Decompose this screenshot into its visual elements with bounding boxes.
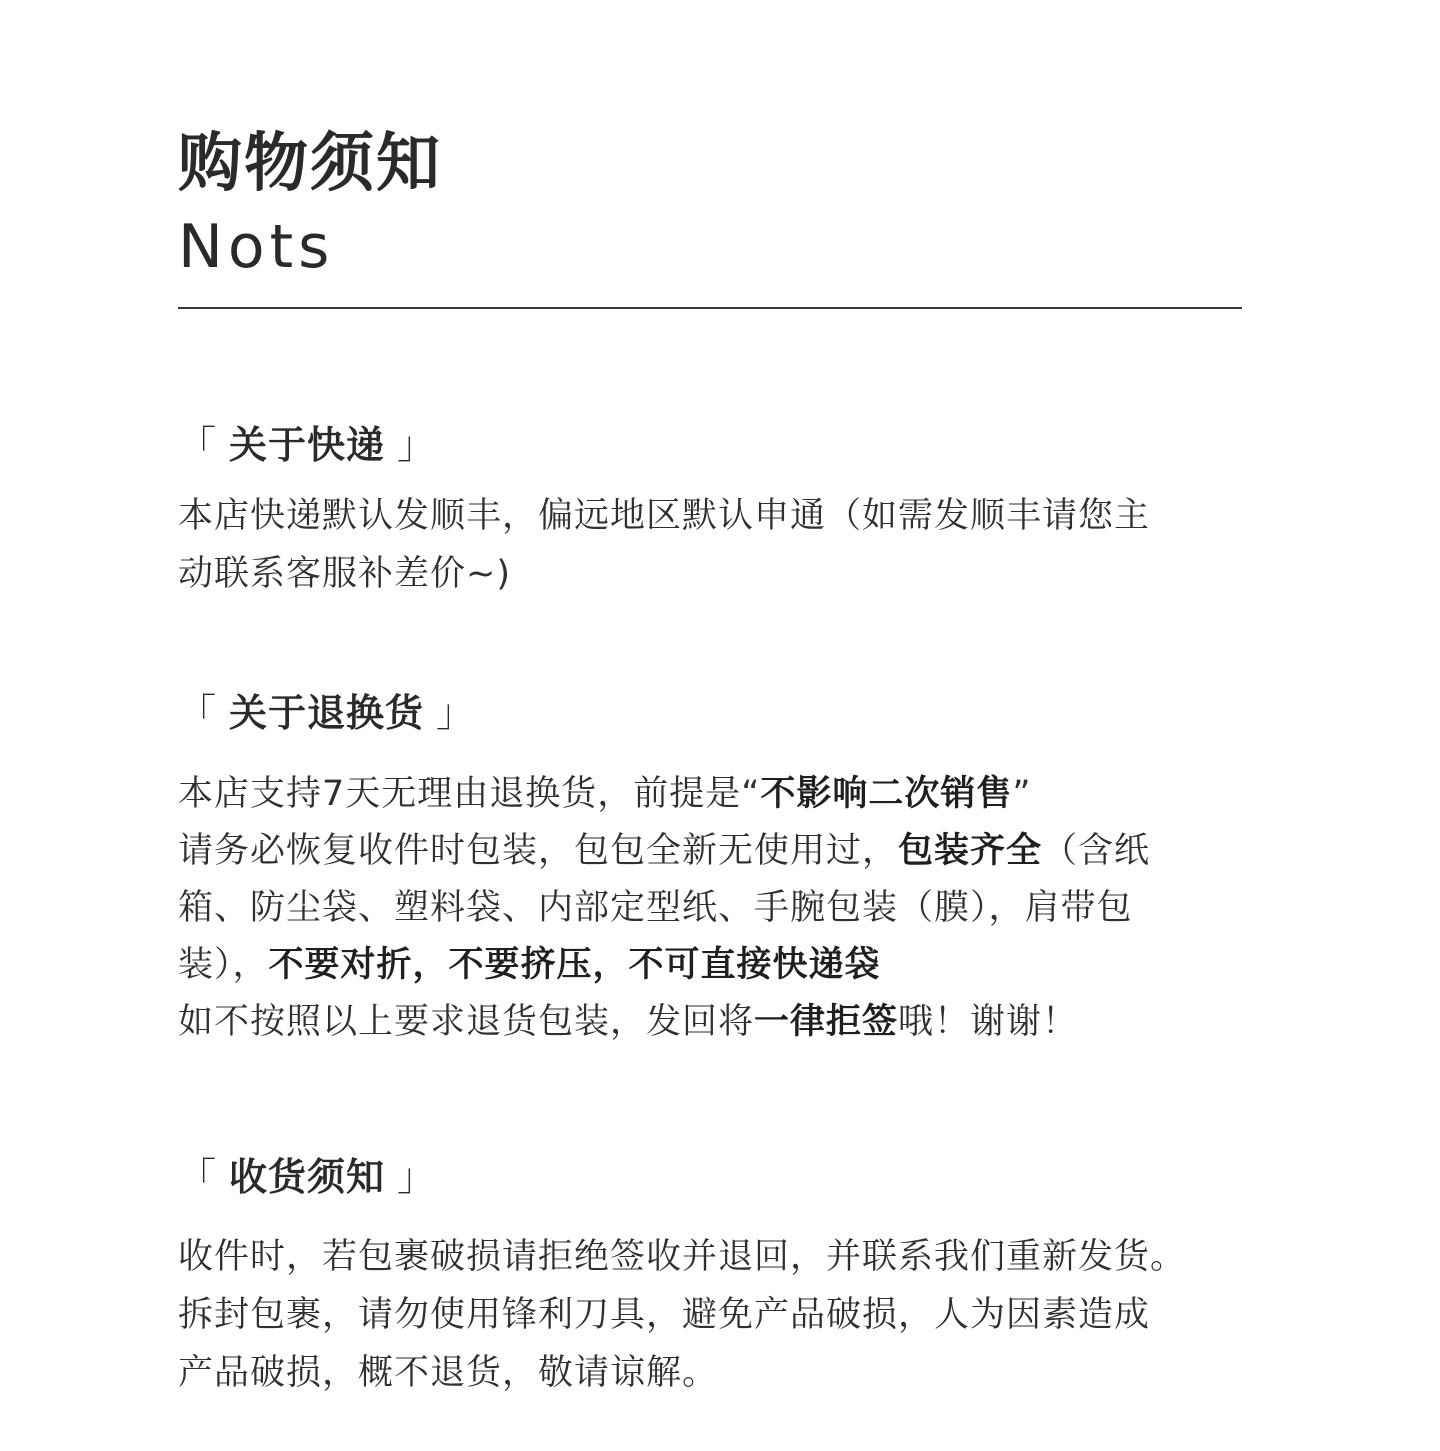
- section-body-express: [178, 487, 1268, 603]
- body-line: [178, 1344, 1268, 1402]
- section-heading-text: 关于退换货: [229, 691, 425, 735]
- body-text-run: 箱、防尘袋、塑料袋、内部定型纸、手腕包装（膜），肩带包: [178, 888, 1133, 928]
- section-heading-text: 关于快递: [229, 423, 386, 467]
- body-text-run: ”: [1012, 774, 1032, 814]
- bracket-open: 「: [178, 423, 218, 467]
- section-heading-text: 收货须知: [229, 1155, 386, 1199]
- bracket-close: 」: [436, 691, 476, 735]
- emphasis-text: 包装齐全: [898, 831, 1043, 871]
- bracket-open: 「: [178, 1155, 218, 1199]
- body-line: [178, 1228, 1268, 1286]
- body-text-run: 动联系客服补差价~): [178, 554, 511, 594]
- body-line: [178, 766, 1268, 823]
- body-line: [178, 545, 1268, 603]
- body-text-run: 哦！谢谢！: [898, 1002, 1079, 1042]
- body-text-run: 本店支持7天无理由退换货，前提是“: [178, 774, 761, 814]
- section-body-returns: [178, 766, 1268, 1051]
- body-text-run: 拆封包裹，请勿使用锋利刀具，避免产品破损，人为因素造成: [178, 1295, 1151, 1335]
- body-text-run: 收件时，若包裹破损请拒绝签收并退回，并联系我们重新发货。: [178, 1237, 1187, 1277]
- body-line: [178, 880, 1268, 937]
- body-line: [178, 937, 1268, 994]
- body-text-run: 产品破损，概不退货，敬请谅解。: [178, 1353, 719, 1393]
- body-text-run: （含纸: [1042, 831, 1151, 871]
- emphasis-text: 不影响二次销售: [760, 774, 1013, 814]
- title-divider: [178, 307, 1242, 309]
- bracket-close: 」: [397, 1155, 437, 1199]
- body-text-run: 如不按照以上要求退货包装，发回将: [178, 1002, 755, 1042]
- section-heading-returns: [178, 688, 475, 738]
- bracket-open: 「: [178, 691, 218, 735]
- body-text-run: 请务必恢复收件时包装，包包全新无使用过，: [178, 831, 899, 871]
- section-heading-express: [178, 420, 436, 470]
- section-heading-receiving: [178, 1152, 436, 1202]
- body-line: [178, 487, 1268, 545]
- page-subtitle: Nots: [178, 212, 335, 282]
- emphasis-text: 不要对折，不要挤压，不可直接快递袋: [268, 945, 881, 985]
- body-text-run: 本店快递默认发顺丰，偏远地区默认申通（如需发顺丰请您主: [178, 496, 1151, 536]
- body-line: [178, 1286, 1268, 1344]
- emphasis-text: 一律拒签: [754, 1002, 899, 1042]
- bracket-close: 」: [397, 423, 437, 467]
- body-line: [178, 823, 1268, 880]
- body-text-run: 装），: [178, 945, 269, 985]
- body-line: [178, 994, 1268, 1051]
- section-body-receiving: [178, 1228, 1268, 1402]
- page-title: 购物须知: [178, 127, 442, 201]
